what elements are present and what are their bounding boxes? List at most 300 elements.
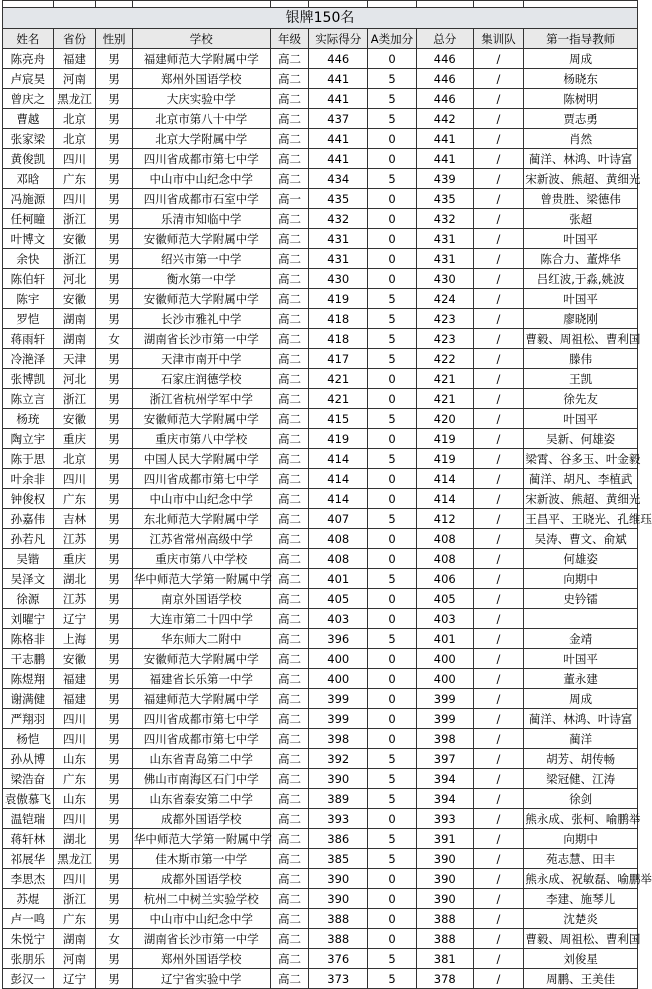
actual-score-cell: 396 <box>309 629 368 649</box>
teacher-cell: 刘俊星 <box>524 949 638 969</box>
total-cell: 390 <box>416 889 473 909</box>
total-cell: 446 <box>416 89 473 109</box>
training-team-cell: / <box>473 629 524 649</box>
bonus-cell: 0 <box>368 189 417 209</box>
gender-cell: 男 <box>96 629 133 649</box>
name-cell: 邓晗 <box>3 169 54 189</box>
grade-cell: 高二 <box>270 49 309 69</box>
grade-cell: 高二 <box>270 409 309 429</box>
training-team-cell: / <box>473 309 524 329</box>
table-row <box>3 229 638 249</box>
bonus-cell: 0 <box>368 809 417 829</box>
results-table <box>2 0 652 989</box>
gender-cell: 男 <box>96 589 133 609</box>
actual-score-cell: 437 <box>309 109 368 129</box>
actual-score-cell: 399 <box>309 689 368 709</box>
name-cell: 陶立宇 <box>3 429 54 449</box>
province-cell: 河南 <box>53 69 96 89</box>
gender-cell: 男 <box>96 949 133 969</box>
gender-cell: 男 <box>96 169 133 189</box>
teacher-cell: 梁冠健、江涛 <box>524 769 638 789</box>
name-cell: 苏焜 <box>3 889 54 909</box>
table-row <box>3 869 638 889</box>
school-cell: 湖南省长沙市第一中学 <box>132 329 270 349</box>
table-row <box>3 689 638 709</box>
school-cell: 绍兴市第一中学 <box>132 249 270 269</box>
grade-cell: 高二 <box>270 889 309 909</box>
training-team-cell: / <box>473 929 524 949</box>
province-cell: 安徽 <box>53 649 96 669</box>
province-cell: 黑龙江 <box>53 849 96 869</box>
grade-cell: 高二 <box>270 289 309 309</box>
teacher-cell: 叶国平 <box>524 649 638 669</box>
section-title: 银牌150名 <box>3 8 638 29</box>
gender-cell: 男 <box>96 609 133 629</box>
col-header-total: 总分 <box>416 29 473 49</box>
school-cell: 四川省成都市石室中学 <box>132 189 270 209</box>
training-team-cell: / <box>473 149 524 169</box>
table-row <box>3 749 638 769</box>
grade-cell: 高二 <box>270 849 309 869</box>
province-cell: 四川 <box>53 869 96 889</box>
gender-cell: 男 <box>96 109 133 129</box>
teacher-cell: 吕红波,于淼,姚波 <box>524 269 638 289</box>
name-cell: 曹越 <box>3 109 54 129</box>
teacher-cell: 周成 <box>524 49 638 69</box>
name-cell: 卢宸昊 <box>3 69 54 89</box>
table-row <box>3 289 638 309</box>
bonus-cell: 0 <box>368 149 417 169</box>
grade-cell: 高二 <box>270 969 309 989</box>
grade-cell: 高二 <box>270 589 309 609</box>
col-header-gender: 性别 <box>96 29 133 49</box>
province-cell: 山东 <box>53 789 96 809</box>
table-row <box>3 609 638 629</box>
previous-section-cutoff-row <box>3 1 638 8</box>
school-cell: 四川省成都市第七中学 <box>132 709 270 729</box>
name-cell: 孙从博 <box>3 749 54 769</box>
province-cell: 重庆 <box>53 429 96 449</box>
grade-cell: 高一 <box>270 189 309 209</box>
school-cell: 华中师范大学第一附属中学 <box>132 829 270 849</box>
actual-score-cell: 373 <box>309 969 368 989</box>
table-row <box>3 649 638 669</box>
grade-cell: 高二 <box>270 389 309 409</box>
grade-cell: 高二 <box>270 649 309 669</box>
training-team-cell: / <box>473 649 524 669</box>
training-team-cell: / <box>473 869 524 889</box>
teacher-cell: 叶国平 <box>524 289 638 309</box>
training-team-cell: / <box>473 469 524 489</box>
grade-cell: 高二 <box>270 489 309 509</box>
bonus-cell: 0 <box>368 689 417 709</box>
gender-cell: 男 <box>96 249 133 269</box>
table-row <box>3 89 638 109</box>
training-team-cell: / <box>473 549 524 569</box>
training-team-cell: / <box>473 329 524 349</box>
teacher-cell <box>524 609 638 629</box>
school-cell: 华东师大二附中 <box>132 629 270 649</box>
total-cell: 388 <box>416 929 473 949</box>
gender-cell: 男 <box>96 409 133 429</box>
bonus-cell: 5 <box>368 109 417 129</box>
actual-score-cell: 414 <box>309 469 368 489</box>
province-cell: 江苏 <box>53 529 96 549</box>
actual-score-cell: 392 <box>309 749 368 769</box>
training-team-cell: / <box>473 509 524 529</box>
total-cell: 446 <box>416 49 473 69</box>
grade-cell: 高二 <box>270 449 309 469</box>
total-cell: 431 <box>416 249 473 269</box>
teacher-cell: 宋新波、熊超、黄细光 <box>524 489 638 509</box>
grade-cell: 高二 <box>270 669 309 689</box>
bonus-cell: 0 <box>368 389 417 409</box>
table-row <box>3 949 638 969</box>
total-cell: 408 <box>416 529 473 549</box>
gender-cell: 男 <box>96 809 133 829</box>
table-row <box>3 389 638 409</box>
actual-score-cell: 415 <box>309 409 368 429</box>
school-cell: 佳木斯市第一中学 <box>132 849 270 869</box>
gender-cell: 男 <box>96 189 133 209</box>
grade-cell: 高二 <box>270 69 309 89</box>
training-team-cell: / <box>473 769 524 789</box>
school-cell: 湖南省长沙市第一中学 <box>132 929 270 949</box>
name-cell: 孙嘉伟 <box>3 509 54 529</box>
province-cell: 辽宁 <box>53 969 96 989</box>
name-cell: 陈格非 <box>3 629 54 649</box>
gender-cell: 男 <box>96 969 133 989</box>
bonus-cell: 0 <box>368 609 417 629</box>
grade-cell: 高二 <box>270 169 309 189</box>
bonus-cell: 0 <box>368 549 417 569</box>
total-cell: 441 <box>416 149 473 169</box>
grade-cell: 高二 <box>270 529 309 549</box>
grade-cell: 高二 <box>270 549 309 569</box>
training-team-cell: / <box>473 409 524 429</box>
school-cell: 乐清市知临中学 <box>132 209 270 229</box>
header-row <box>3 29 638 49</box>
province-cell: 河北 <box>53 369 96 389</box>
actual-score-cell: 421 <box>309 389 368 409</box>
training-team-cell: / <box>473 49 524 69</box>
total-cell: 398 <box>416 729 473 749</box>
training-team-cell: / <box>473 169 524 189</box>
actual-score-cell: 431 <box>309 249 368 269</box>
province-cell: 浙江 <box>53 249 96 269</box>
training-team-cell: / <box>473 69 524 89</box>
gender-cell: 男 <box>96 369 133 389</box>
bonus-cell: 0 <box>368 229 417 249</box>
table-row <box>3 709 638 729</box>
teacher-cell: 廖晓刚 <box>524 309 638 329</box>
actual-score-cell: 441 <box>309 69 368 89</box>
table-row <box>3 429 638 449</box>
grade-cell: 高二 <box>270 569 309 589</box>
gender-cell: 男 <box>96 69 133 89</box>
actual-score-cell: 407 <box>309 509 368 529</box>
bonus-cell: 0 <box>368 209 417 229</box>
col-header-school: 学校 <box>132 29 270 49</box>
province-cell: 湖北 <box>53 829 96 849</box>
province-cell: 北京 <box>53 129 96 149</box>
teacher-cell: 贾志勇 <box>524 109 638 129</box>
teacher-cell: 史钤镭 <box>524 589 638 609</box>
gender-cell: 男 <box>96 309 133 329</box>
actual-score-cell: 446 <box>309 49 368 69</box>
training-team-cell: / <box>473 109 524 129</box>
province-cell: 湖南 <box>53 309 96 329</box>
training-team-cell: / <box>473 909 524 929</box>
total-cell: 406 <box>416 569 473 589</box>
total-cell: 399 <box>416 689 473 709</box>
province-cell: 福建 <box>53 669 96 689</box>
name-cell: 叶博文 <box>3 229 54 249</box>
bonus-cell: 5 <box>368 309 417 329</box>
name-cell: 温铠瑞 <box>3 809 54 829</box>
actual-score-cell: 390 <box>309 769 368 789</box>
training-team-cell: / <box>473 709 524 729</box>
actual-score-cell: 431 <box>309 229 368 249</box>
name-cell: 陈煜翔 <box>3 669 54 689</box>
name-cell: 朱悦宁 <box>3 929 54 949</box>
school-cell: 安徽师范大学附属中学 <box>132 229 270 249</box>
gender-cell: 男 <box>96 349 133 369</box>
school-cell: 辽宁省实验中学 <box>132 969 270 989</box>
training-team-cell: / <box>473 209 524 229</box>
gender-cell: 女 <box>96 329 133 349</box>
table-row <box>3 809 638 829</box>
school-cell: 重庆市第八中学校 <box>132 549 270 569</box>
gender-cell: 男 <box>96 569 133 589</box>
name-cell: 任柯瞳 <box>3 209 54 229</box>
teacher-cell: 蔺洋、林鸿、叶诗富 <box>524 149 638 169</box>
province-cell: 湖南 <box>53 929 96 949</box>
training-team-cell: / <box>473 529 524 549</box>
table-row <box>3 489 638 509</box>
actual-score-cell: 421 <box>309 369 368 389</box>
table-row <box>3 729 638 749</box>
table-row <box>3 349 638 369</box>
grade-cell: 高二 <box>270 369 309 389</box>
bonus-cell: 0 <box>368 529 417 549</box>
table-row <box>3 329 638 349</box>
total-cell: 422 <box>416 349 473 369</box>
school-cell: 重庆市第八中学校 <box>132 429 270 449</box>
grade-cell: 高二 <box>270 309 309 329</box>
actual-score-cell: 434 <box>309 169 368 189</box>
bonus-cell: 0 <box>368 649 417 669</box>
teacher-cell: 向期中 <box>524 569 638 589</box>
school-cell: 四川省成都市第七中学 <box>132 149 270 169</box>
teacher-cell: 蔺洋、胡凡、李植武 <box>524 469 638 489</box>
province-cell: 安徽 <box>53 409 96 429</box>
province-cell: 上海 <box>53 629 96 649</box>
gender-cell: 男 <box>96 389 133 409</box>
name-cell: 严翔羽 <box>3 709 54 729</box>
school-cell: 安徽师范大学附属中学 <box>132 289 270 309</box>
actual-score-cell: 403 <box>309 609 368 629</box>
name-cell: 罗恺 <box>3 309 54 329</box>
total-cell: 439 <box>416 169 473 189</box>
table-row <box>3 889 638 909</box>
training-team-cell: / <box>473 229 524 249</box>
school-cell: 南京外国语学校 <box>132 589 270 609</box>
teacher-cell: 曹毅、周祖松、曹利国 <box>524 329 638 349</box>
gender-cell: 男 <box>96 489 133 509</box>
province-cell: 北京 <box>53 449 96 469</box>
table-row <box>3 129 638 149</box>
gender-cell: 男 <box>96 269 133 289</box>
grade-cell: 高二 <box>270 129 309 149</box>
col-header-teacher: 第一指导教师 <box>524 29 638 49</box>
table-row <box>3 469 638 489</box>
bonus-cell: 5 <box>368 89 417 109</box>
total-cell: 401 <box>416 629 473 649</box>
name-cell: 谢满健 <box>3 689 54 709</box>
bonus-cell: 5 <box>368 829 417 849</box>
total-cell: 394 <box>416 769 473 789</box>
actual-score-cell: 414 <box>309 449 368 469</box>
training-team-cell: / <box>473 449 524 469</box>
school-cell: 杭州二中树兰实验学校 <box>132 889 270 909</box>
col-header-actual-score: 实际得分 <box>309 29 368 49</box>
actual-score-cell: 432 <box>309 209 368 229</box>
school-cell: 安徽师范大学附属中学 <box>132 649 270 669</box>
training-team-cell: / <box>473 669 524 689</box>
col-header-grade: 年级 <box>270 29 309 49</box>
teacher-cell: 肖然 <box>524 129 638 149</box>
grade-cell: 高二 <box>270 929 309 949</box>
province-cell: 四川 <box>53 709 96 729</box>
actual-score-cell: 401 <box>309 569 368 589</box>
table-row <box>3 789 638 809</box>
bonus-cell: 5 <box>368 789 417 809</box>
actual-score-cell: 376 <box>309 949 368 969</box>
gender-cell: 男 <box>96 129 133 149</box>
name-cell: 陈宇 <box>3 289 54 309</box>
teacher-cell: 吴新、何雄姿 <box>524 429 638 449</box>
training-team-cell: / <box>473 89 524 109</box>
province-cell: 河南 <box>53 949 96 969</box>
actual-score-cell: 400 <box>309 669 368 689</box>
name-cell: 黄俊凯 <box>3 149 54 169</box>
table-row <box>3 69 638 89</box>
training-team-cell: / <box>473 369 524 389</box>
table-row <box>3 589 638 609</box>
training-team-cell: / <box>473 569 524 589</box>
name-cell: 杨珫 <box>3 409 54 429</box>
teacher-cell: 周成 <box>524 689 638 709</box>
province-cell: 湖南 <box>53 329 96 349</box>
gender-cell: 男 <box>96 229 133 249</box>
name-cell: 余快 <box>3 249 54 269</box>
grade-cell: 高二 <box>270 729 309 749</box>
province-cell: 湖北 <box>53 569 96 589</box>
total-cell: 388 <box>416 909 473 929</box>
grade-cell: 高二 <box>270 909 309 929</box>
province-cell: 四川 <box>53 809 96 829</box>
teacher-cell: 陈树明 <box>524 89 638 109</box>
name-cell: 吴锴 <box>3 549 54 569</box>
grade-cell: 高二 <box>270 349 309 369</box>
training-team-cell: / <box>473 429 524 449</box>
teacher-cell: 陈合力、董烨华 <box>524 249 638 269</box>
teacher-cell: 徐剑 <box>524 789 638 809</box>
actual-score-cell: 418 <box>309 309 368 329</box>
name-cell: 孙若凡 <box>3 529 54 549</box>
training-team-cell: / <box>473 749 524 769</box>
bonus-cell: 0 <box>368 909 417 929</box>
teacher-cell: 何雄姿 <box>524 549 638 569</box>
bonus-cell: 5 <box>368 349 417 369</box>
name-cell: 徐源 <box>3 589 54 609</box>
training-team-cell: / <box>473 829 524 849</box>
bonus-cell: 5 <box>368 69 417 89</box>
name-cell: 干志鹏 <box>3 649 54 669</box>
bonus-cell: 5 <box>368 409 417 429</box>
total-cell: 442 <box>416 109 473 129</box>
bonus-cell: 0 <box>368 249 417 269</box>
total-cell: 391 <box>416 829 473 849</box>
total-cell: 430 <box>416 269 473 289</box>
actual-score-cell: 405 <box>309 589 368 609</box>
total-cell: 423 <box>416 309 473 329</box>
gender-cell: 男 <box>96 429 133 449</box>
school-cell: 山东省青岛第二中学 <box>132 749 270 769</box>
table-row <box>3 909 638 929</box>
total-cell: 400 <box>416 649 473 669</box>
gender-cell: 男 <box>96 789 133 809</box>
school-cell: 石家庄润德学校 <box>132 369 270 389</box>
grade-cell: 高二 <box>270 809 309 829</box>
total-cell: 414 <box>416 489 473 509</box>
gender-cell: 男 <box>96 829 133 849</box>
table-row <box>3 629 638 649</box>
actual-score-cell: 419 <box>309 289 368 309</box>
actual-score-cell: 390 <box>309 869 368 889</box>
total-cell: 419 <box>416 429 473 449</box>
grade-cell: 高二 <box>270 329 309 349</box>
actual-score-cell: 418 <box>309 329 368 349</box>
section-title-row <box>3 8 638 29</box>
col-header-bonus: A类加分 <box>368 29 417 49</box>
teacher-cell: 宋新波、熊超、黄细光 <box>524 169 638 189</box>
gender-cell: 男 <box>96 749 133 769</box>
actual-score-cell: 441 <box>309 89 368 109</box>
table-row <box>3 169 638 189</box>
bonus-cell: 5 <box>368 569 417 589</box>
grade-cell: 高二 <box>270 229 309 249</box>
training-team-cell: / <box>473 849 524 869</box>
school-cell: 中山市中山纪念中学 <box>132 909 270 929</box>
teacher-cell: 吴涛、曹文、俞斌 <box>524 529 638 549</box>
table-row <box>3 829 638 849</box>
actual-score-cell: 389 <box>309 789 368 809</box>
province-cell: 天津 <box>53 349 96 369</box>
actual-score-cell: 398 <box>309 729 368 749</box>
name-cell: 蒋轩林 <box>3 829 54 849</box>
bonus-cell: 0 <box>368 49 417 69</box>
teacher-cell: 张超 <box>524 209 638 229</box>
teacher-cell: 周鹏、王美佳 <box>524 969 638 989</box>
bonus-cell: 5 <box>368 749 417 769</box>
training-team-cell: / <box>473 589 524 609</box>
school-cell: 福建省长乐第一中学 <box>132 669 270 689</box>
total-cell: 424 <box>416 289 473 309</box>
school-cell: 成都外国语学校 <box>132 809 270 829</box>
actual-score-cell: 388 <box>309 909 368 929</box>
